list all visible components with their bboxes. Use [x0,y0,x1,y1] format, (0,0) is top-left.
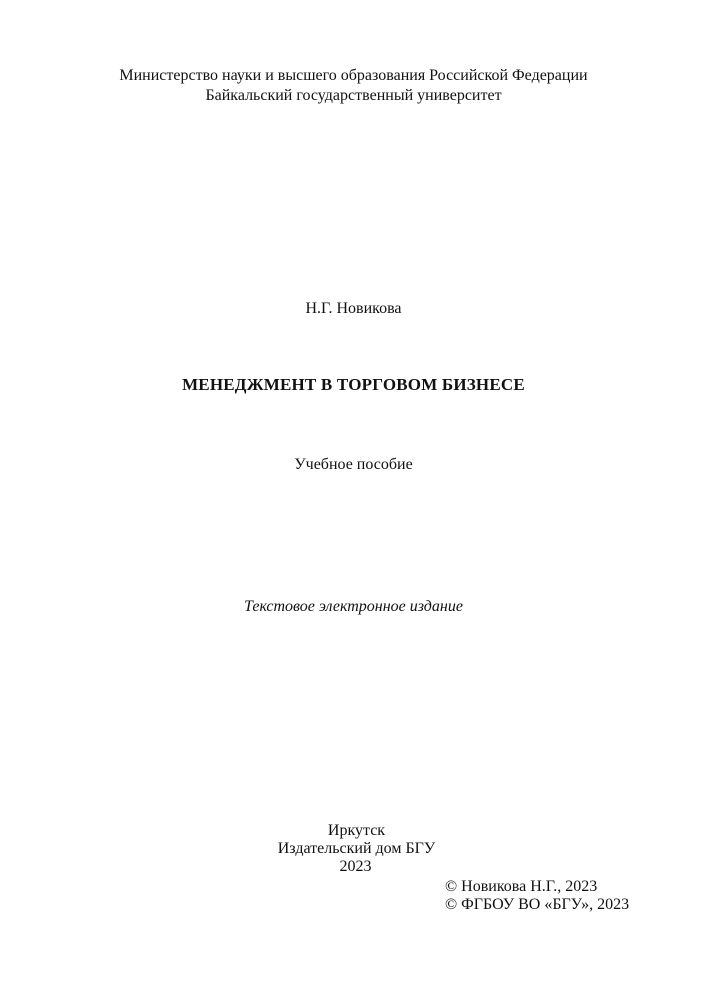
imprint-city: Иркутск [327,822,386,839]
imprint-year: 2023 [339,858,372,875]
author-name: Н.Г. Новикова [305,300,402,317]
book-subtitle: Учебное пособие [294,456,413,473]
book-title: МЕНЕДЖМЕНТ В ТОРГОВОМ БИЗНЕСЕ [182,375,525,394]
ministry-name: Министерство науки и высшего образования Российской Федерации [119,67,588,84]
imprint-publisher: Издательский дом БГУ [277,840,436,857]
copyright-author: © Новикова Н.Г., 2023 [445,878,598,895]
university-name: Байкальский государственный университет [205,87,502,104]
copyright-publisher: © ФГБОУ ВО «БГУ», 2023 [445,896,630,913]
edition-type: Текстовое электронное издание [244,598,463,615]
